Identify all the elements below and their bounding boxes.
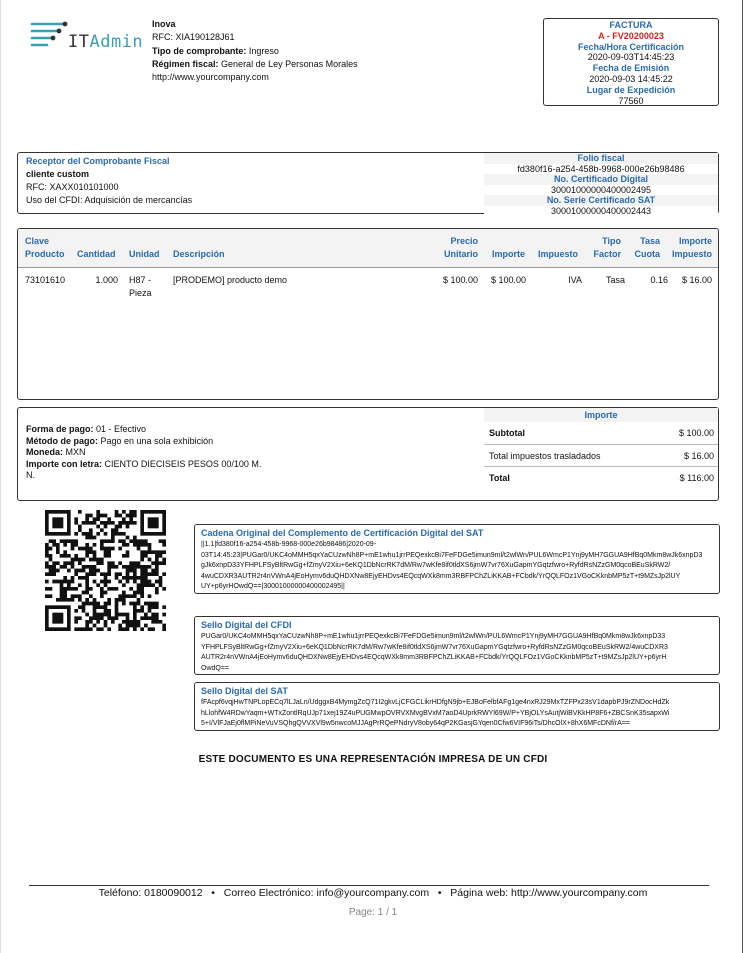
lugar-label: Lugar de Expedición [586, 84, 676, 95]
receptor-name: cliente custom [26, 169, 90, 179]
row-descripcion: [PRODEMO] producto demo [173, 275, 288, 285]
factura-title: FACTURA [609, 20, 653, 30]
col-descripcion: Descripción [173, 249, 225, 259]
impuestos-value: $ 16.00 [683, 451, 714, 461]
cert-sat-label: No. Serie Certificado SAT [546, 195, 656, 205]
row-cantidad: 1.000 [95, 275, 118, 285]
footer-divider [29, 885, 709, 886]
cadena-original-text: ||1.1|fd380f16-a254-458b-9968-000e26b98486|2020-09- 03T14:45:23|PUGar0/UKC4oMMH5qxYaCUzwNh8P+mE1whu1jrrPEQexkcBi7FeFDGe5imun9ml/t2wlWn/PUL6WmcP1Ynj9yMH7GGUA9HfBq0Mkm8wJk6xnpD3 gJk6xnpD33YFHPLFSyBltRwGg+fZmyV2Xiu+6eKQ1DbNcrRK7dM/Rw7wKfe8if0tldXS6jmW7vr76XuGapmYGqtzfwro+RyfdRsNZzGM0qcoBEuSkRW2/ 4wuCDXR3AUTR2r4nVWnA4jEoHymv6duQHDXNw8EjyEHDvs4EQcqWXk8mm3RBFPChZLiKKAB+FCbdk/YrQQLFOz1VGoCKknbMP5zT+t9MZsJp2lUY UY+p6yrHOwdQ==|30001000000400002495|| [201, 541, 703, 590]
row-tipo-factor: Tasa [605, 275, 625, 285]
row-importe-impuesto: $ 16.00 [681, 275, 712, 285]
receptor-box [17, 152, 719, 214]
col-cantidad: Cantidad [77, 249, 116, 259]
totals-summary [484, 408, 718, 500]
forma-pago: 01 - Efectivo [96, 424, 147, 434]
emisor-info [152, 18, 358, 84]
row-unidad: H87 - Pieza [129, 275, 152, 298]
totals-header: Importe [484, 408, 718, 422]
sello-cfdi-text: PUGar0/UKC4oMMH5qxYaCUzwNh8P+mE1whu1jrrPEQexkcBi7FeFDGe5imun9ml/t2wlWn/PUL6WmcP1Ynj9yMH7GGUA9HfBq0Mkm8wJk6xnpD33 YFHPLFSyBltRwGg+fZmyV2Xiu+6eKQ1DbNcrRK7dM/Rw7wKfe8if0tldXS6jmW7vr76XuGapmYGqtzfwro+RyfdRsNZzGM0qcoBEuSkRW2/4wuCDXR3 AUTR2r4nVWnA4jEoHymv6duQHDXNw8EjyEHDvs4EQcqWXk8mm3RBFPChZLiKKAB+FCbdk/YrQQLFOz1VGoCKknbMP5zT+t9MZsJp2lUY+p6yrH OwdQ== [201, 633, 668, 672]
col-precio: Precio Unitario [443, 236, 478, 259]
cadena-original-box [194, 524, 720, 594]
regimen-fiscal: General de Ley Personas Morales [221, 58, 358, 69]
total-row [484, 466, 718, 489]
receptor-rfc: RFC: XAXX010101000 [26, 182, 119, 192]
sello-cfdi-box [194, 616, 720, 675]
network-logo-icon [29, 18, 69, 54]
items-table [17, 228, 719, 400]
metodo-pago: Pago en una sola exhibición [100, 435, 214, 446]
folio-fiscal: fd380f16-a254-458b-9968-000e26b98486 [484, 164, 718, 175]
cert-digital: 30001000000400002495 [484, 185, 718, 196]
row-importe: $ 100.00 [490, 275, 526, 285]
cadena-original-title: Cadena Original del Complemento de Certificación Digital del SAT [195, 525, 719, 540]
importe-letra-cont: N. [26, 470, 35, 480]
cert-sat: 30001000000400002443 [484, 206, 718, 217]
fiscal-info [484, 153, 718, 216]
col-tasa-cuota: Tasa Cuota [634, 236, 660, 259]
items-table-header [18, 229, 718, 268]
col-unidad: Unidad [129, 249, 160, 259]
factura-box [543, 18, 719, 106]
row-impuesto: IVA [568, 275, 582, 285]
importe-letra-label: Importe con letra: [26, 458, 103, 469]
importe-letra: CIENTO DIECISEIS PESOS 00/100 M. [104, 458, 262, 469]
col-importe-impuesto: Importe Impuesto [671, 236, 712, 259]
qr-code [45, 510, 166, 631]
subtotal-value: $ 100.00 [678, 428, 714, 438]
page-number: Page: 1 / 1 [348, 907, 398, 918]
sello-sat-box [194, 682, 720, 731]
regimen-label: Régimen fiscal: [152, 58, 219, 69]
factura-folio: A - FV20200023 [598, 30, 664, 41]
col-importe: Importe [492, 249, 526, 259]
moneda: MXN [65, 447, 86, 457]
lugar-expedicion: 77560 [618, 95, 644, 106]
cfdi-notice: ESTE DOCUMENTO ES UNA REPRESENTACIÓN IMPRESA DE UN CFDI [198, 754, 548, 765]
forma-pago-label: Forma de pago: [26, 424, 94, 434]
emisor-rfc-label: RFC: [152, 32, 173, 43]
row-tasa: 0.16 [650, 275, 668, 285]
fecha-cert-label: Fecha/Hora Certificación [577, 41, 685, 52]
tipo-comprobante: Ingreso [248, 45, 279, 56]
row-precio: $ 100.00 [442, 275, 478, 285]
total-label: Total [489, 473, 510, 483]
sello-sat-text: fFAcpf6vqjHwTNPLopECq7lLJaLn/UdggxB4MymgZcQ71I2gkvLjCFGCLikrHDfgN9jb+EJBoFelbfAFg1ge4nxRJ29MxTZFPx23sV1dapbPJ9rZNDocHdZk hLlohfW4RDwYaqm+WTxZontlRqUJp71xej19Z4uPUGMwpOVRVXMvgBVxM7aoD4UprkRWYl69W/P+YBjOLYsAutjWiBVKkHP8F6+ZBCSnK35sapxWi 5+I/VlFJaEj0flMPiNeVuVSQhgQVVXVl9w5nwcoMJJAgPrRQePNdryV8oby64qP2KGasjGYqen0Cfw6VIF96iTs/DhcOlX+8hX6MFcDNf/rA== [201, 699, 670, 727]
fecha-emision-label: Fecha de Emisión [592, 63, 670, 74]
tipo-comprobante-label: Tipo de comprobante: [152, 45, 247, 56]
receptor-info [26, 155, 192, 207]
col-clave: Clave Producto [25, 236, 65, 259]
totals-box [17, 407, 719, 501]
sello-sat-title: Sello Digital del SAT [195, 683, 719, 698]
footer-contact: Teléfono: 0180090012 • Correo Electrónico: info@yourcompany.com • Página web: http://www.yourcompany.com [98, 887, 648, 899]
impuestos-row [484, 444, 718, 467]
subtotal-label: Subtotal [489, 428, 525, 438]
logo-wordmark [68, 32, 143, 52]
impuestos-label: Total impuestos trasladados [489, 451, 601, 461]
col-tipo-factor: Tipo Factor [593, 236, 621, 259]
fecha-cert: 2020-09-03T14:45:23 [587, 52, 675, 63]
payment-info [26, 424, 261, 482]
subtotal-row [484, 422, 718, 444]
logo-admin: Admin [89, 32, 144, 52]
receptor-uso-cfdi: Uso del CFDI: Adquisición de mercancías [26, 195, 193, 205]
logo-it: IT [68, 32, 90, 52]
emisor-website[interactable]: http://www.yourcompany.com [152, 72, 269, 83]
metodo-pago-label: Método de pago: [26, 435, 98, 446]
moneda-label: Moneda: [26, 447, 63, 457]
row-clave: 73101610 [25, 275, 66, 285]
cert-digital-label: No. Certificado Digital [553, 174, 648, 184]
folio-fiscal-label: Folio fiscal [577, 153, 625, 163]
receptor-title: Receptor del Comprobante Fiscal [26, 156, 170, 166]
sello-cfdi-title: Sello Digital del CFDI [195, 617, 719, 632]
col-impuesto: Impuesto [538, 249, 579, 259]
emisor-rfc: XIA190128J61 [175, 32, 235, 43]
fecha-emision: 2020-09-03 14:45:22 [589, 73, 673, 84]
total-value: $ 116.00 [679, 473, 714, 483]
emisor-name: Inova [152, 19, 176, 29]
